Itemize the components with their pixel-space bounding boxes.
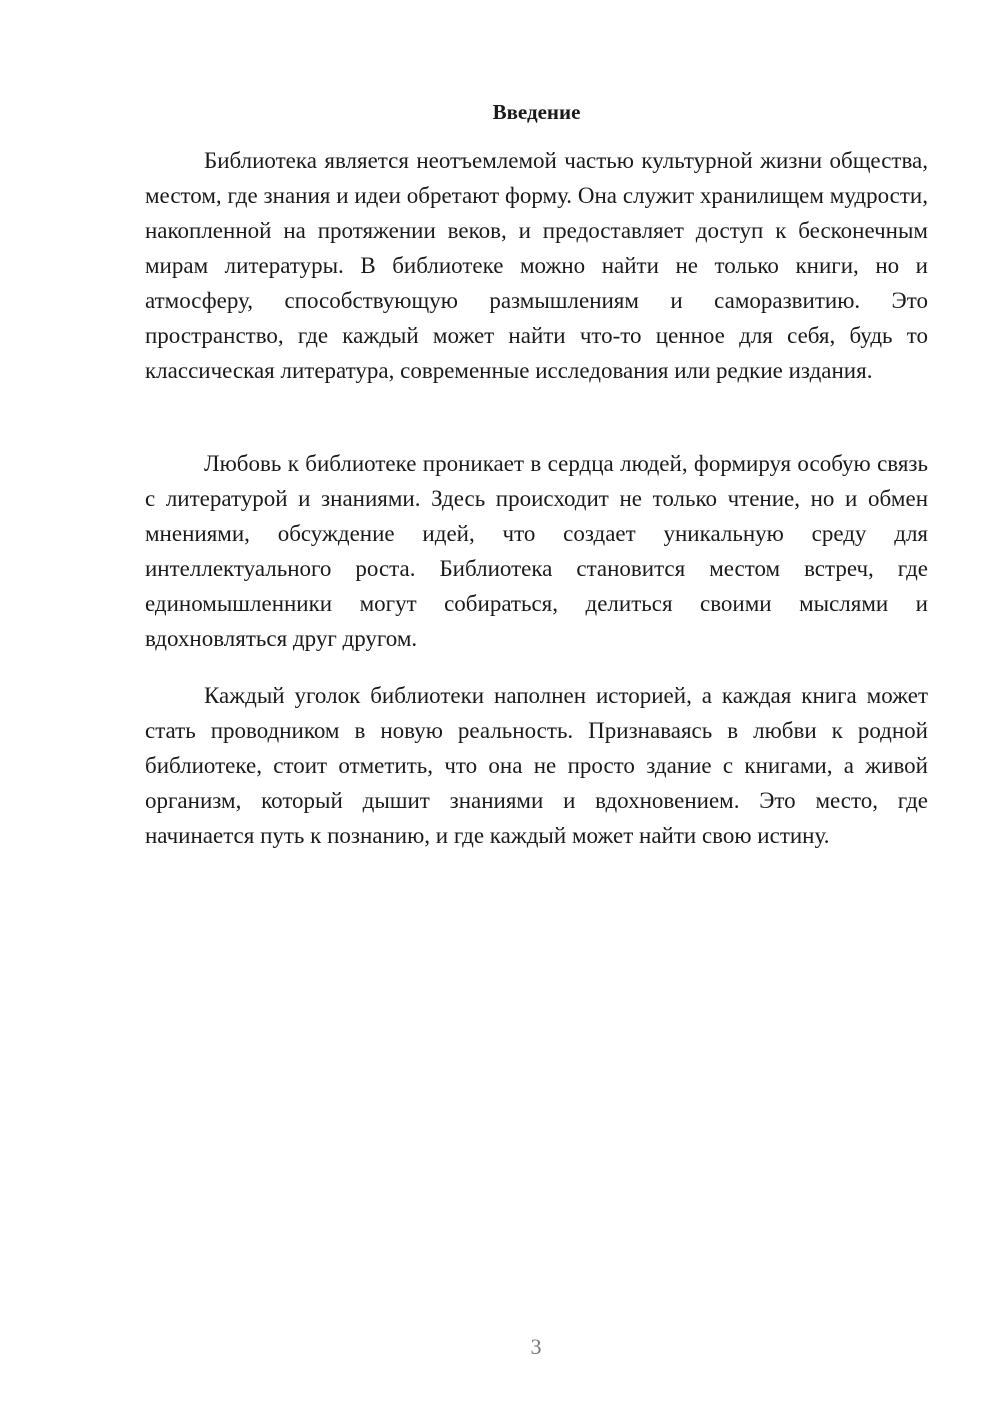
page-number: 3 (530, 1334, 542, 1359)
paragraph-1 (145, 143, 928, 388)
paragraph-text: Библиотека является неотъемлемой частью культурной жизни общества, местом, где знания и идеи обретают форму. Она служит хранилищем мудрости, накопленной на протяжении веков, и предоставляет доступ к бесконечным мирам литературы. В библиотеке можно найти не только книги, но и атмосферу, способствующую размышлениям и саморазвитию. Это пространство, где каждый может найти что-то ценное для себя, будь то классическая литература, современные исследования или редкие издания. (145, 148, 928, 383)
page-title: Введение (492, 100, 581, 124)
paragraph-2 (145, 446, 928, 656)
paragraph-3 (145, 678, 928, 853)
paragraph-text: Любовь к библиотеке проникает в сердца людей, формируя особую связь с литературой и знаниями. Здесь происходит не только чтение, но и обмен мнениями, обсуждение идей, что создает уникальную среду для интеллектуального роста. Библиотека становится местом встреч, где единомышленники могут собираться, делиться своими мыслями и вдохновляться друг другом. (145, 451, 928, 651)
paragraph-text: Каждый уголок библиотеки наполнен историей, а каждая книга может стать проводником в новую реальность. Признаваясь в любви к родной библиотеке, стоит отметить, что она не просто здание с книгами, а живой организм, который дышит знаниями и вдохновением. Это место, где начинается путь к познанию, и где каждый может найти свою истину. (145, 683, 928, 848)
